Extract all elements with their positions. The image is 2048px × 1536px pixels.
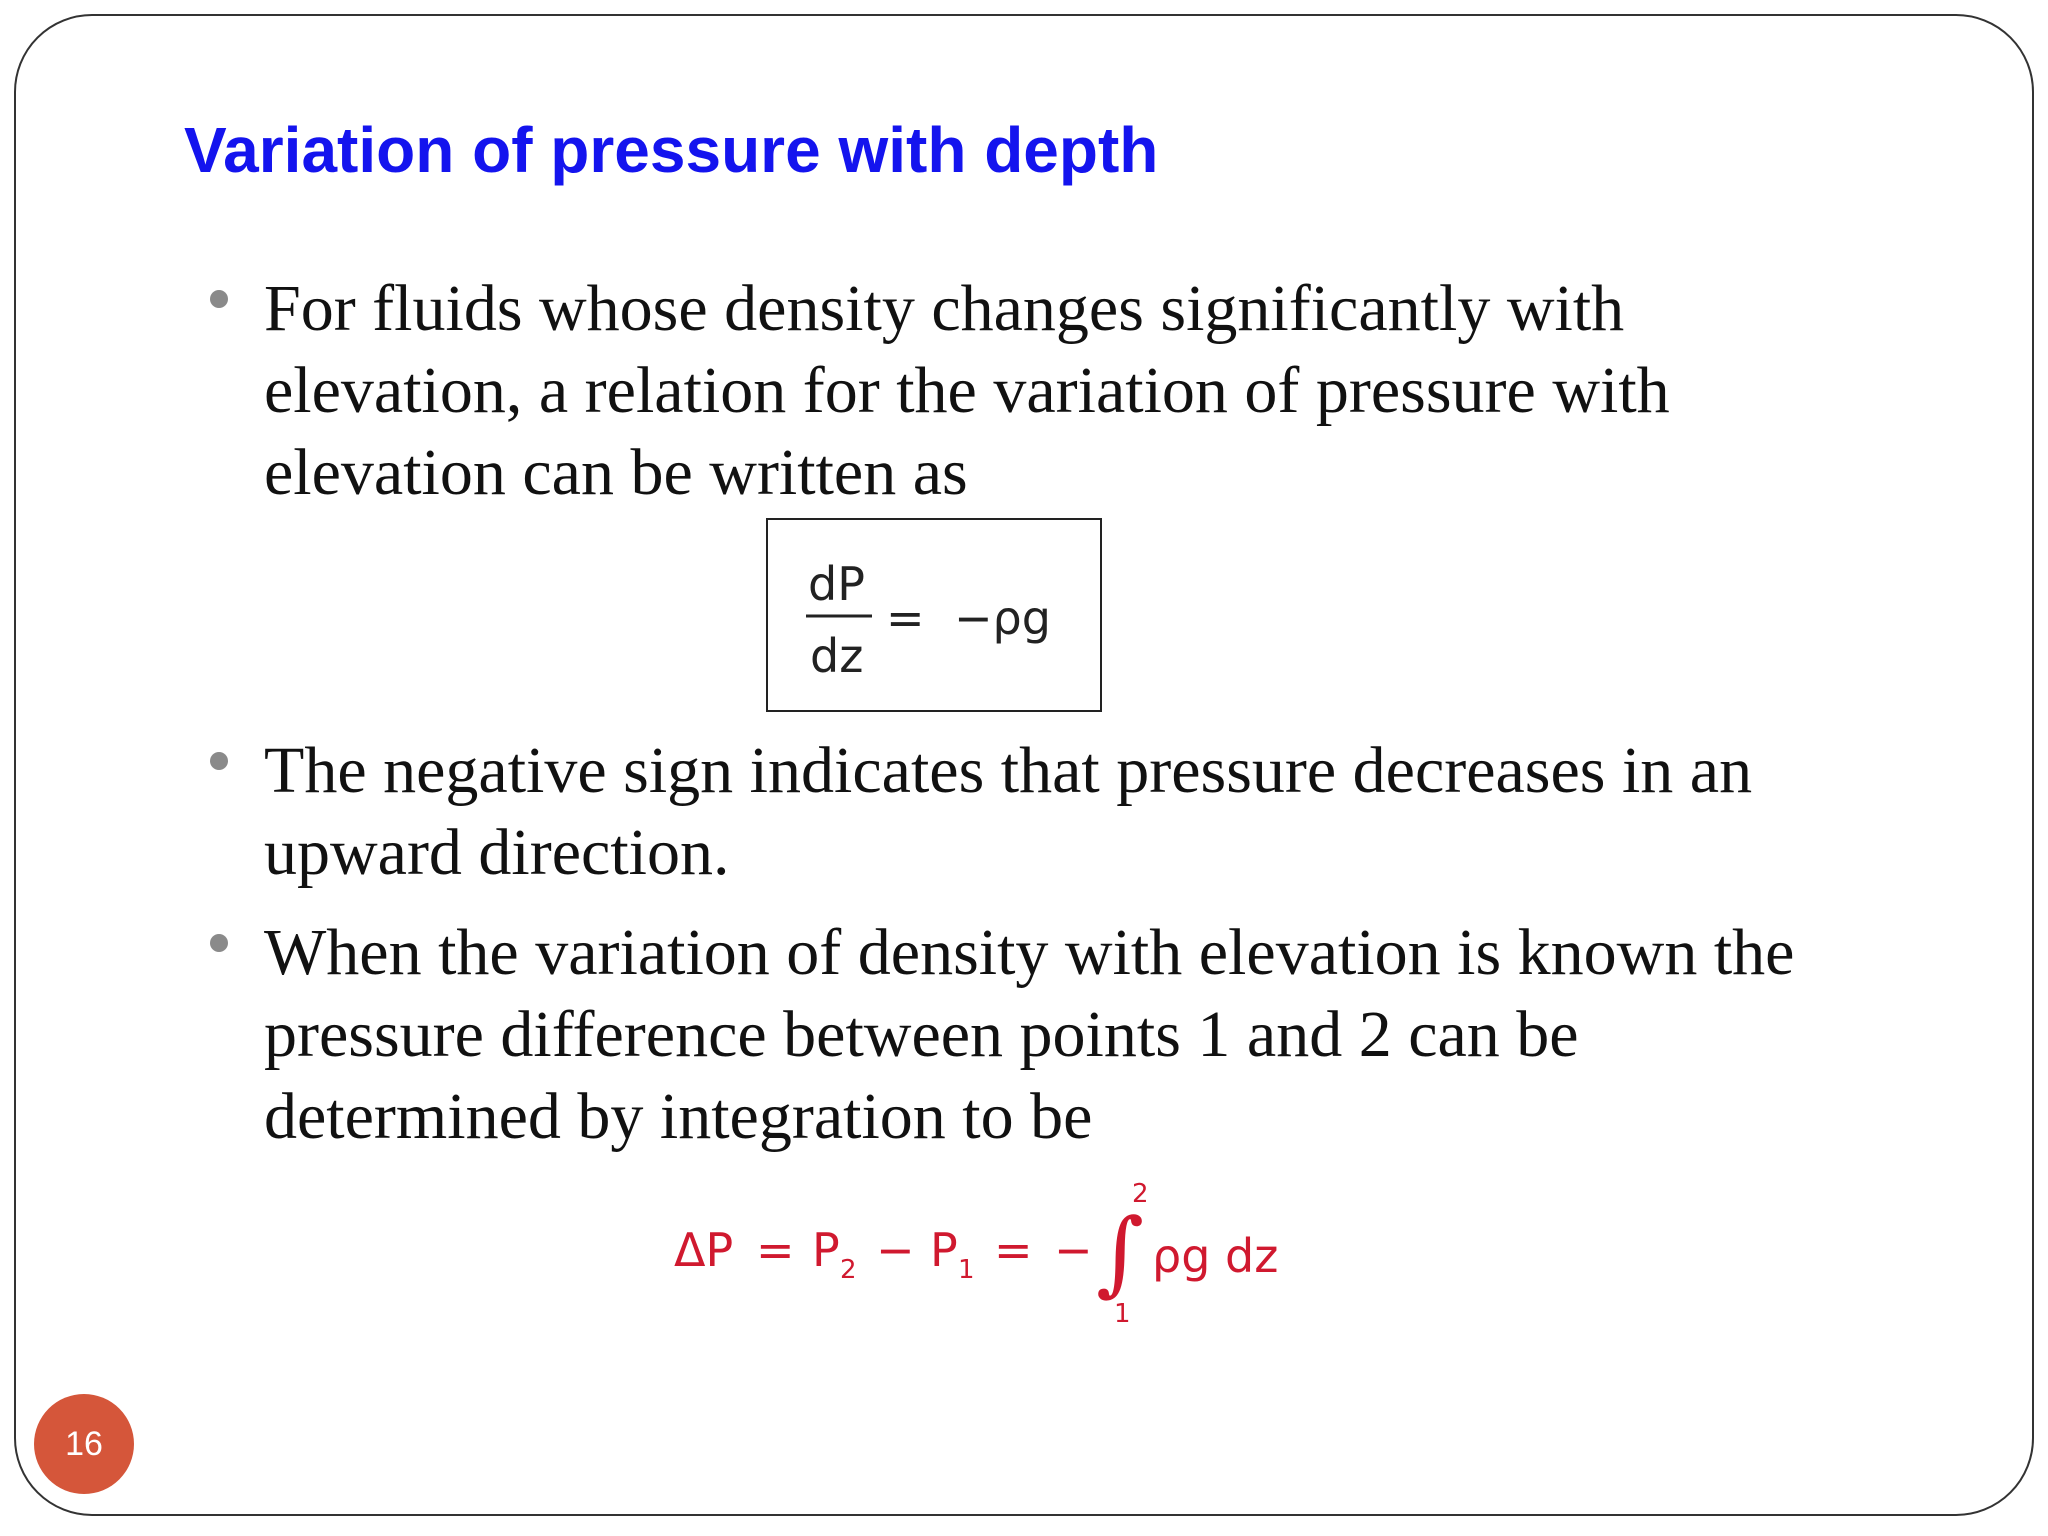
- eq1-numerator: dP: [808, 557, 865, 611]
- slide-title: Variation of pressure with depth: [184, 114, 1159, 186]
- eq1-equals: =: [886, 591, 925, 645]
- bullet-text: For fluids whose density changes significantly with elevation, a relation for the variation of pressure with elevation can be written as: [264, 272, 1670, 509]
- equation-pressure-difference-svg: [664, 1168, 1284, 1340]
- eq2-equals-2: =: [994, 1223, 1033, 1277]
- equation-dp-dz: [766, 518, 1102, 712]
- eq2-p1-subscript: 1: [958, 1255, 975, 1285]
- equation-dp-dz-svg: [768, 520, 1104, 714]
- bullet-dot-icon: [210, 934, 228, 952]
- equation-pressure-difference: [664, 1168, 1284, 1340]
- integral-icon: ∫: [1096, 1199, 1144, 1306]
- eq1-rhs: −ρg: [954, 591, 1051, 645]
- bullet-dot-icon: [210, 290, 228, 308]
- eq2-lower-limit: 1: [1114, 1299, 1131, 1329]
- page-number-badge: 16: [34, 1394, 134, 1494]
- eq2-p2-subscript: 2: [840, 1255, 857, 1285]
- eq2-minus: −: [876, 1223, 915, 1277]
- bullet-dot-icon: [210, 752, 228, 770]
- eq2-negative: −: [1054, 1223, 1093, 1277]
- eq2-equals-1: =: [756, 1223, 795, 1277]
- eq2-p2: P: [812, 1223, 840, 1277]
- bullet-item-3: [210, 912, 1890, 1162]
- eq2-delta-p: ΔP: [674, 1223, 734, 1277]
- bullet-item-1: [210, 268, 1890, 518]
- bullet-text: When the variation of density with elevation is known the pressure difference between points 1 and 2 can be determined by integration to be: [264, 916, 1795, 1153]
- bullet-text: The negative sign indicates that pressure decreases in an upward direction.: [264, 734, 1753, 889]
- eq1-denominator: dz: [810, 629, 864, 683]
- eq2-upper-limit: 2: [1132, 1179, 1149, 1209]
- eq2-p1: P: [930, 1223, 958, 1277]
- eq2-integrand: ρg dz: [1152, 1229, 1279, 1283]
- bullet-item-2: [210, 730, 1890, 900]
